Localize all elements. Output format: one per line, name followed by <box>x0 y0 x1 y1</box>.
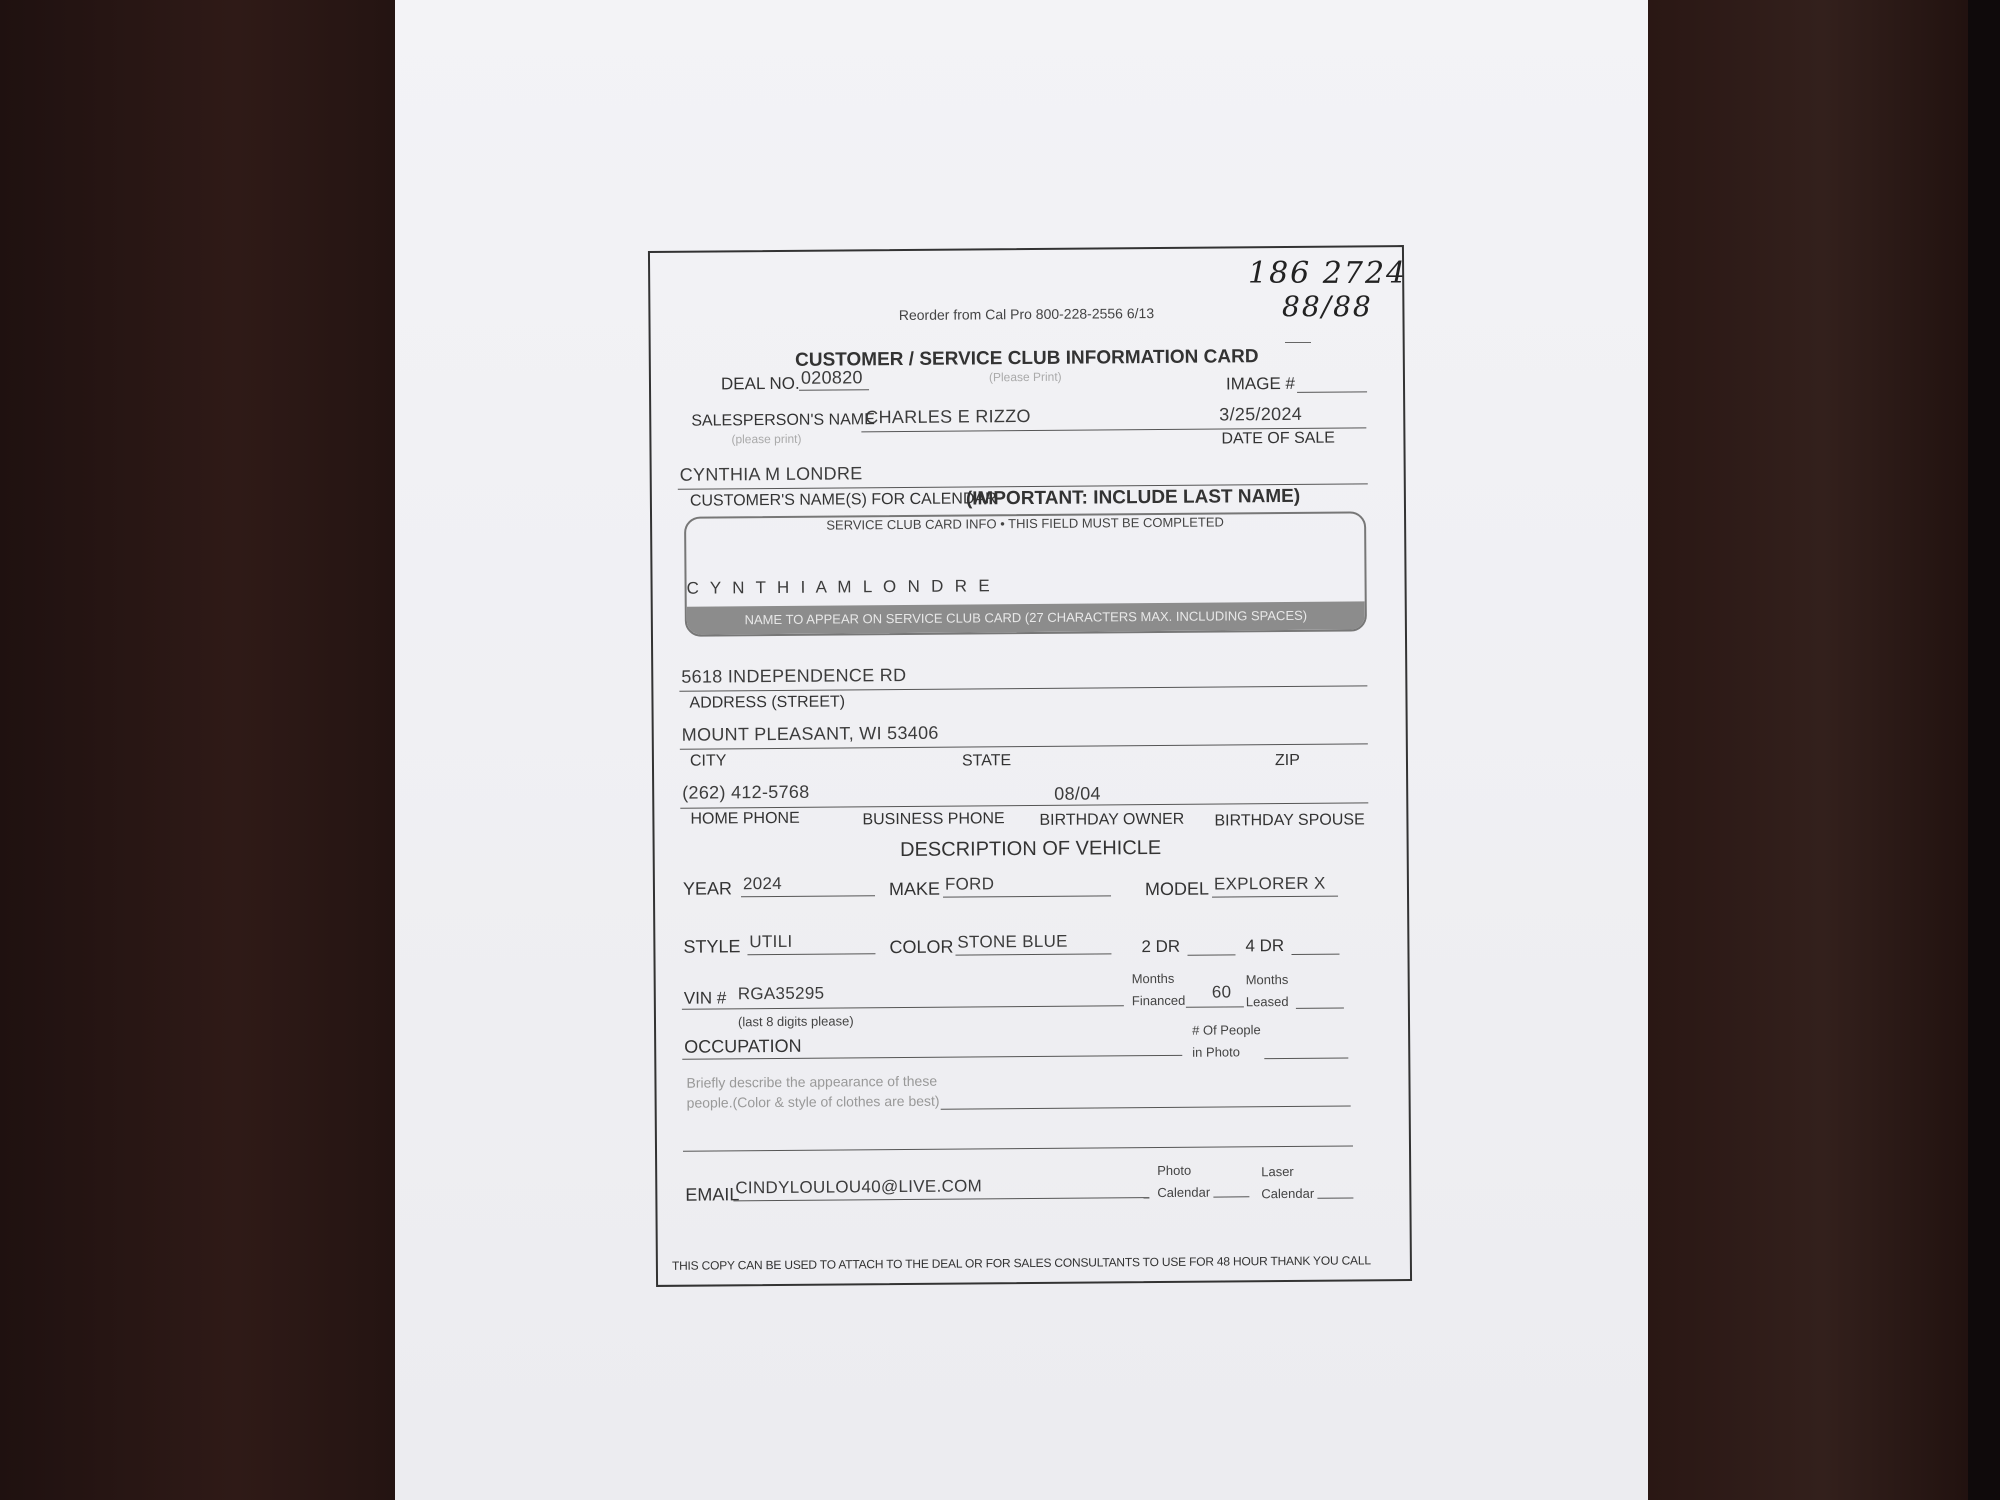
vin-hint: (last 8 digits please) <box>737 1013 854 1030</box>
date-of-sale-value: 3/25/2024 <box>1219 403 1303 425</box>
birthday-owner-value: 08/04 <box>1054 783 1101 804</box>
reorder-text: Reorder from Cal Pro 800-228-2556 6/13 <box>898 305 1155 324</box>
deal-no-line <box>799 389 869 391</box>
image-line <box>1297 391 1367 393</box>
model-value: EXPLORER X <box>1213 873 1326 894</box>
style-value: UTILI <box>749 931 793 952</box>
desk-background-right <box>1648 0 2000 1500</box>
vehicle-section-header: DESCRIPTION OF VEHICLE <box>899 836 1162 862</box>
state-label: STATE <box>961 752 1012 770</box>
months-financed-value: 60 <box>1211 982 1232 1002</box>
vin-value: RGA35295 <box>737 983 825 1004</box>
email-value: CINDYLOULOU40@LIVE.COM <box>735 1176 983 1198</box>
months-leased-label-1: Months <box>1245 971 1289 988</box>
months-financed-label-1: Months <box>1131 970 1175 987</box>
describe-hint-1: Briefly describe the appearance of these <box>686 1072 938 1091</box>
birthday-spouse-label: BIRTHDAY SPOUSE <box>1214 811 1365 830</box>
date-of-sale-label: DATE OF SALE <box>1221 429 1336 448</box>
image-label: IMAGE # <box>1225 373 1296 394</box>
make-line <box>943 895 1111 897</box>
customer-name-label: CUSTOMER'S NAME(S) FOR CALENDAR <box>689 490 997 510</box>
people-in-photo-line <box>1264 1058 1348 1060</box>
months-leased-label-2: Leased <box>1245 993 1289 1010</box>
year-value: 2024 <box>742 873 783 894</box>
service-club-name: C Y N T H I A M L O N D R E <box>686 576 991 598</box>
style-line <box>747 953 875 955</box>
describe-line-2 <box>683 1145 1353 1151</box>
laser-calendar-label-1: Laser <box>1261 1163 1294 1180</box>
photo-calendar-label-2: Calendar <box>1157 1184 1211 1201</box>
people-in-photo-label-1: # Of People <box>1192 1022 1261 1038</box>
occupation-label: OCCUPATION <box>684 1035 802 1057</box>
zip-label: ZIP <box>1274 751 1300 770</box>
laser-calendar-label-2: Calendar <box>1261 1185 1315 1202</box>
phone-line <box>680 802 1368 808</box>
home-phone-value: (262) 412-5768 <box>682 781 810 803</box>
salesperson-hint: (please print) <box>731 431 802 447</box>
make-value: FORD <box>944 874 995 894</box>
describe-line-1 <box>941 1105 1351 1109</box>
four-door-label: 4 DR <box>1245 936 1285 956</box>
four-door-line <box>1291 954 1339 955</box>
handwritten-note-1: 186 2724 <box>1248 256 1408 291</box>
birthday-owner-label: BIRTHDAY OWNER <box>1039 810 1185 829</box>
color-line <box>955 953 1111 955</box>
months-financed-line <box>1186 1006 1244 1007</box>
year-line <box>741 895 875 897</box>
deal-no-value: 020820 <box>800 367 863 388</box>
city-label: CITY <box>689 752 727 770</box>
months-leased-line <box>1296 1008 1344 1009</box>
address-label: ADDRESS (STREET) <box>689 693 846 712</box>
form-title: CUSTOMER / SERVICE CLUB INFORMATION CARD <box>795 346 1259 371</box>
model-label: MODEL <box>1144 878 1210 900</box>
service-club-footer: NAME TO APPEAR ON SERVICE CLUB CARD (27 CHARACTERS MAX. INCLUDING SPACES) <box>687 601 1365 634</box>
card-footer-note: THIS COPY CAN BE USED TO ATTACH TO THE DEAL OR FOR SALES CONSULTANTS TO USE FOR 48 HOUR THANK YOU CALL <box>671 1253 1371 1273</box>
info-card <box>648 245 1412 1287</box>
color-value: STONE BLUE <box>957 931 1068 952</box>
salesperson-value: CHARLES E RIZZO <box>865 405 1031 428</box>
customer-important-note: (IMPORTANT: INCLUDE LAST NAME) <box>965 485 1301 510</box>
photo-calendar-label-1: Photo <box>1157 1162 1192 1179</box>
model-line <box>1212 896 1338 898</box>
laser-calendar-line <box>1317 1197 1353 1198</box>
vin-label: VIN # <box>683 988 727 1008</box>
salesperson-label: SALESPERSON'S NAME <box>691 411 875 430</box>
photo-calendar-line <box>1213 1196 1249 1197</box>
deal-no-label: DEAL NO. <box>720 373 800 394</box>
please-print-hint: (Please Print) <box>988 369 1062 385</box>
service-club-box <box>684 511 1367 636</box>
service-club-header: SERVICE CLUB CARD INFO • THIS FIELD MUST BE COMPLETED <box>826 514 1224 533</box>
city-value: MOUNT PLEASANT, WI 53406 <box>681 722 939 745</box>
desk-edge <box>1968 0 2000 1500</box>
email-label: EMAIL <box>685 1184 740 1205</box>
months-financed-label-2: Financed <box>1131 992 1186 1009</box>
people-in-photo-label-2: in Photo <box>1192 1044 1241 1060</box>
two-door-label: 2 DR <box>1141 936 1181 957</box>
year-label: YEAR <box>682 878 733 899</box>
customer-name-value: CYNTHIA M LONDRE <box>679 463 863 485</box>
two-door-line <box>1187 954 1235 955</box>
desk-background-left <box>0 0 395 1500</box>
address-value: 5618 INDEPENDENCE RD <box>681 664 907 687</box>
handwritten-note-2: 88/88 <box>1282 290 1373 323</box>
vin-line <box>682 1005 1124 1009</box>
make-label: MAKE <box>888 878 941 900</box>
style-label: STYLE <box>683 936 741 957</box>
describe-hint-2: people.(Color & style of clothes are best) <box>686 1092 940 1111</box>
paper-sheet <box>395 0 1648 1500</box>
business-phone-label: BUSINESS PHONE <box>862 810 1005 829</box>
color-label: COLOR <box>889 936 954 958</box>
home-phone-label: HOME PHONE <box>690 809 800 828</box>
